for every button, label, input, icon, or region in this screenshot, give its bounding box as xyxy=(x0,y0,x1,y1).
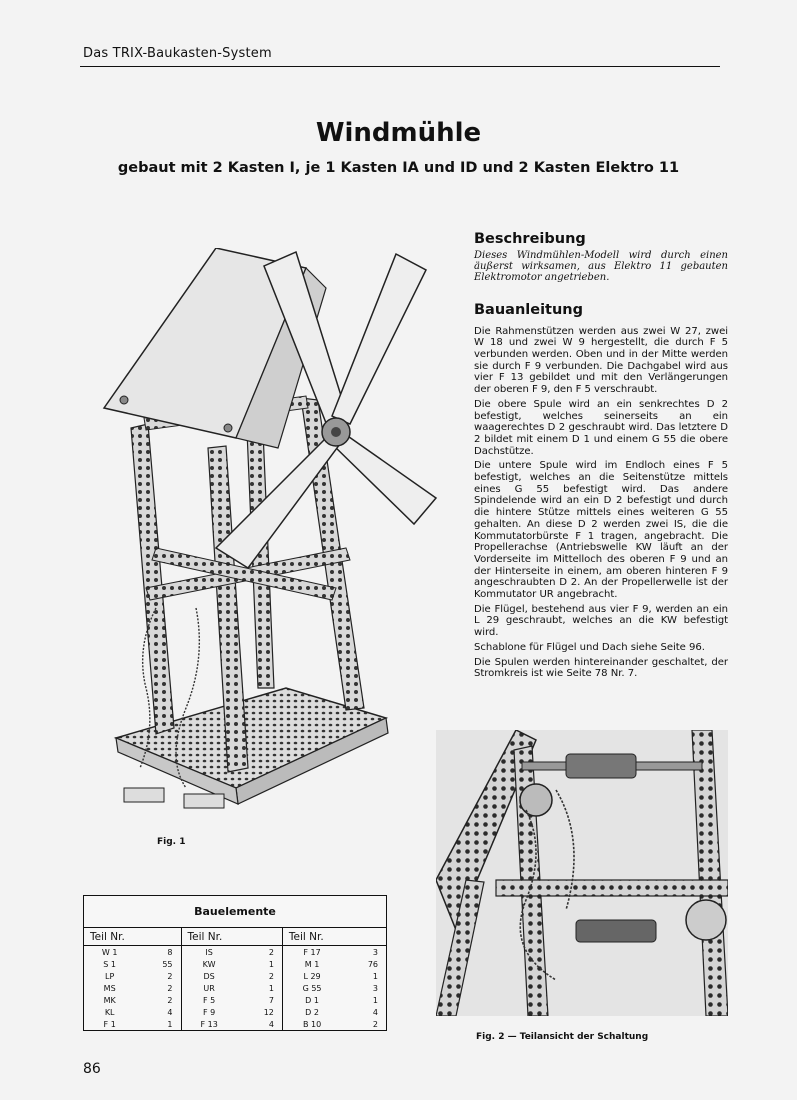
part-number-cell: D 1 xyxy=(282,994,339,1006)
page-title: Windmühle xyxy=(315,118,482,148)
parts-table xyxy=(84,928,386,1030)
part-number-cell: LP xyxy=(105,971,115,981)
part-number-cell: F 1 xyxy=(103,1019,116,1029)
part-quantity-cell: 4 xyxy=(167,1007,173,1017)
figure2-caption: Fig. 2 — Teilansicht der Schaltung xyxy=(476,1032,649,1042)
part-number-cell: MS xyxy=(103,983,116,993)
part-quantity-cell: 2 xyxy=(372,1019,378,1029)
text-column xyxy=(474,231,728,683)
column-header: Teil Nr. xyxy=(181,928,282,946)
bauanleitung-heading: Bauanleitung xyxy=(474,301,583,318)
table-row xyxy=(84,1006,386,1018)
table-row xyxy=(84,970,386,982)
beschreibung-text: Dieses Windmühlen-Modell wird durch einen äußerst wirksamen, aus Elektro 11 gebauten Elektromotor angetrieben. xyxy=(474,250,728,284)
table-row xyxy=(84,982,386,994)
part-quantity-cell: 4 xyxy=(372,1007,378,1017)
figure1-caption: Fig. 1 xyxy=(157,837,186,847)
part-quantity-cell: 1 xyxy=(372,971,378,981)
part-quantity-cell: 2 xyxy=(167,971,173,981)
part-number-cell: F 5 xyxy=(181,994,235,1006)
parts-table-body xyxy=(84,946,386,1031)
running-head: Das TRIX-Baukasten-System xyxy=(83,46,272,61)
part-quantity-cell: 12 xyxy=(263,1007,274,1017)
part-quantity-cell: 7 xyxy=(268,995,274,1005)
bauanleitung-paragraph: Die Flügel, bestehend aus vier F 9, werden an ein L 29 geschraubt, welches an die KW befestigt wird. xyxy=(474,603,728,639)
part-quantity-cell: 1 xyxy=(167,1019,173,1029)
part-quantity-cell: 2 xyxy=(167,995,173,1005)
table-row xyxy=(84,958,386,970)
part-number-cell: DS xyxy=(181,970,235,982)
part-quantity-cell: 2 xyxy=(167,983,173,993)
bauanleitung-paragraph: Die Rahmenstützen werden aus zwei W 27, zwei W 18 und zwei W 9 hergestellt, die durch F 5 verbunden werden. Oben und in der Mitte werden sie durch F 9 verbunden. Die Dachgabel wird aus vier F 13 gebildet und mit den Verlängerungen der oberen F 9, den F 5 verschraubt. xyxy=(474,325,728,396)
part-quantity-cell: 4 xyxy=(268,1019,274,1029)
part-number-cell: F 9 xyxy=(181,1006,235,1018)
bauanleitung-paragraph: Schablone für Flügel und Dach siehe Seite 96. xyxy=(474,641,705,653)
part-quantity-cell: 2 xyxy=(268,947,274,957)
part-number-cell: M 1 xyxy=(282,958,339,970)
part-number-cell: UR xyxy=(181,982,235,994)
part-number-cell: G 55 xyxy=(282,982,339,994)
part-number-cell: MK xyxy=(103,995,116,1005)
part-number-cell: IS xyxy=(181,946,235,959)
header-rule xyxy=(80,66,720,67)
bauanleitung-paragraph: Die Spulen werden hintereinander geschaltet, der Stromkreis ist wie Seite 78 Nr. 7. xyxy=(474,656,728,680)
parts-list xyxy=(83,895,387,1031)
page-number: 86 xyxy=(83,1061,101,1077)
bauanleitung-paragraph: Die obere Spule wird an ein senkrechtes D 2 befestigt, welches seinerseits an ein waagerechtes D 2 geschraubt wird. Das letztere D 2 bildet mit einem D 1 und einem G 55 die obere Dachstütze. xyxy=(474,398,728,457)
part-quantity-cell: 8 xyxy=(167,947,173,957)
part-number-cell: W 1 xyxy=(101,947,118,957)
part-quantity-cell: 2 xyxy=(268,971,274,981)
part-number-cell: D 2 xyxy=(282,1006,339,1018)
part-number-cell: KW xyxy=(181,958,235,970)
windmill-photo xyxy=(96,248,448,828)
column-header: Teil Nr. xyxy=(84,928,181,946)
part-quantity-cell: 76 xyxy=(367,959,378,969)
part-quantity-cell: 1 xyxy=(372,995,378,1005)
part-number-cell: F 17 xyxy=(282,946,339,959)
part-quantity-cell: 1 xyxy=(268,983,274,993)
column-header: Teil Nr. xyxy=(282,928,386,946)
part-quantity-cell: 3 xyxy=(372,983,378,993)
part-number-cell: S 1 xyxy=(103,959,117,969)
part-quantity-cell: 1 xyxy=(268,959,274,969)
beschreibung-heading: Beschreibung xyxy=(474,231,586,247)
parts-header-row xyxy=(84,928,386,946)
table-row xyxy=(84,946,386,959)
part-quantity-cell: 55 xyxy=(162,959,173,969)
bauanleitung-paragraph: Die untere Spule wird im Endloch eines F 5 befestigt, welches an die Seitenstütze mittels eines G 55 befestigt wird. Das andere Spindelende wird an ein D 2 befestigt und durch die hintere Stütze mittels eines weiteren G 55 gehalten. An diese D 2 werden zwei IS, die die Kommutatorbürste F 1 tragen, angebracht. Die Propellerachse (Antriebswelle KW läuft an der Vorderseite im Mittelloch des oberen F 9 und an der Hinterseite in einem, am oberen hinteren F 9 angeschraubten D 2. An der Propellerwelle ist der Kommutator UR angebracht. xyxy=(474,460,728,601)
part-number-cell: L 29 xyxy=(282,970,339,982)
part-number-cell: B 10 xyxy=(282,1018,339,1030)
table-row xyxy=(84,994,386,1006)
part-quantity-cell: 3 xyxy=(372,947,378,957)
parts-list-title: Bauelemente xyxy=(84,896,386,928)
page-subtitle: gebaut mit 2 Kasten I, je 1 Kasten IA und ID und 2 Kasten Elektro 11 xyxy=(117,160,680,176)
part-number-cell: F 13 xyxy=(181,1018,235,1030)
table-row xyxy=(84,1018,386,1030)
wiring-detail-photo xyxy=(436,730,728,1016)
part-number-cell: KL xyxy=(104,1007,115,1017)
